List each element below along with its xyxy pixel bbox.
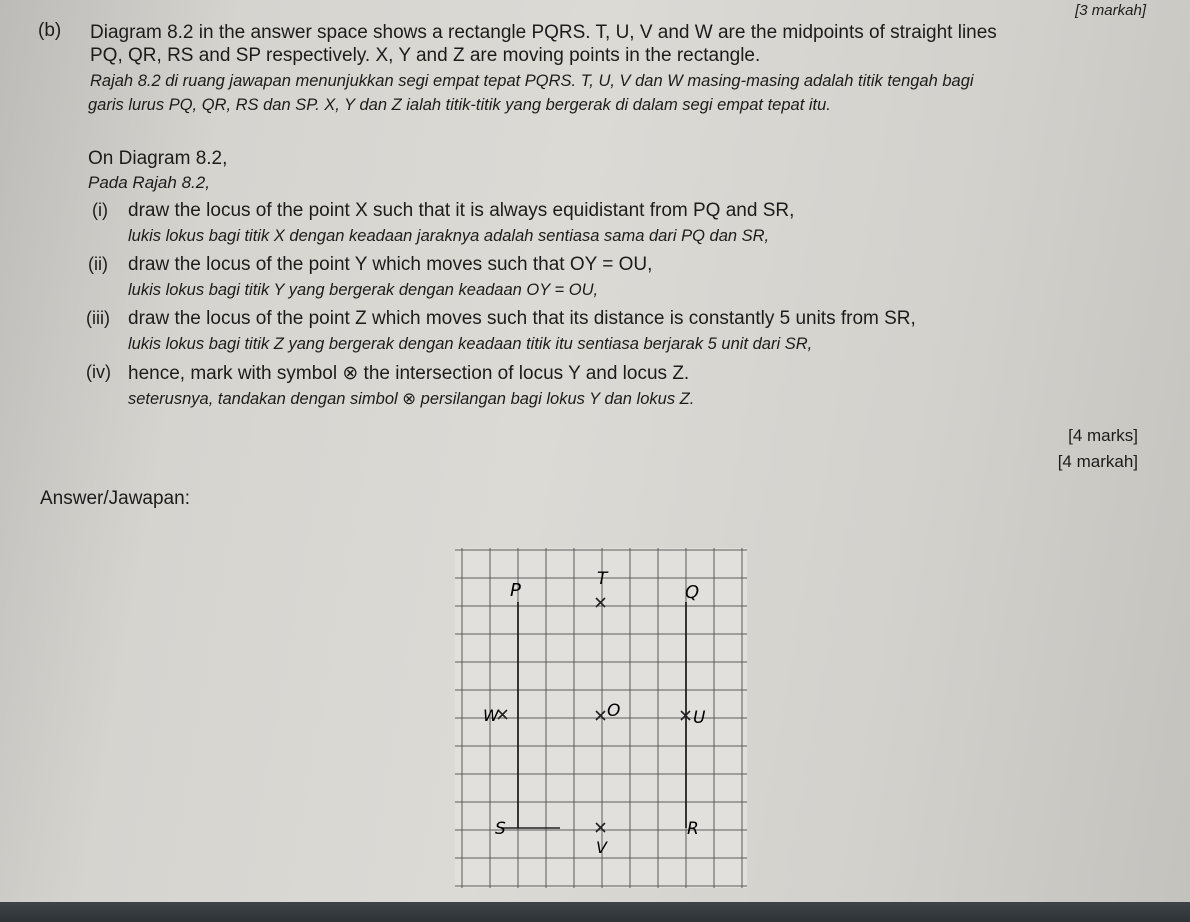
on-diagram-en: On Diagram 8.2, [88,148,228,169]
item-number-ii: (ii) [88,254,108,274]
label-R: R [687,819,699,839]
label-V: V [596,838,607,857]
marks-ms: [4 markah] [1057,452,1138,471]
label-U: U [693,708,706,728]
question-ms-line-1: Rajah 8.2 di ruang jawapan menunjukkan segi empat tepat PQRS. T, U, V dan W masing-masing adalah titik tengah bagi [90,72,974,90]
label-S: S [495,819,506,839]
label-P: P [510,580,521,601]
item-number-iii: (iii) [86,308,110,328]
label-W: W [483,706,499,725]
label-Q: Q [685,582,700,603]
item-iv-en: hence, mark with symbol ⊗ the intersection of locus Y and locus Z. [128,363,690,384]
question-en-line-1: Diagram 8.2 in the answer space shows a rectangle PQRS. T, U, V and W are the midpoints of straight lines [90,22,997,43]
label-T: T [597,569,608,589]
item-number-iv: (iv) [86,362,111,382]
on-diagram-ms: Pada Rajah 8.2, [88,173,210,192]
item-i-en: draw the locus of the point X such that it is always equidistant from PQ and SR, [128,200,795,221]
previous-marks: [3 markah] [1075,2,1146,19]
question-ms-line-2: garis lurus PQ, QR, RS dan SP. X, Y dan Z ialah titik-titik yang bergerak di dalam segi empat tepat itu. [88,96,831,114]
bottom-edge [0,902,1190,922]
item-iv-ms: seterusnya, tandakan dengan simbol ⊗ persilangan bagi lokus Y dan lokus Z. [128,390,695,408]
item-i-ms: lukis lokus bagi titik X dengan keadaan jaraknya adalah sentiasa sama dari PQ dan SR, [128,227,770,245]
label-O: O [607,701,621,721]
item-ii-ms: lukis lokus bagi titik Y yang bergerak dengan keadaan OY = OU, [128,281,599,299]
question-en-line-2: PQ, QR, RS and SP respectively. X, Y and Z are moving points in the rectangle. [90,45,761,66]
diagram-8-2 [455,548,747,888]
item-ii-en: draw the locus of the point Y which moves such that OY = OU, [128,254,653,275]
item-iii-ms: lukis lokus bagi titik Z yang bergerak dengan keadaan titik itu sentiasa berjarak 5 unit dari SR, [128,335,813,353]
item-iii-en: draw the locus of the point Z which moves such that its distance is constantly 5 units from SR, [128,308,916,329]
answer-label: Answer/Jawapan: [40,488,190,509]
item-number-i: (i) [92,200,108,220]
part-label: (b) [38,20,62,41]
marks-en: [4 marks] [1068,426,1138,445]
